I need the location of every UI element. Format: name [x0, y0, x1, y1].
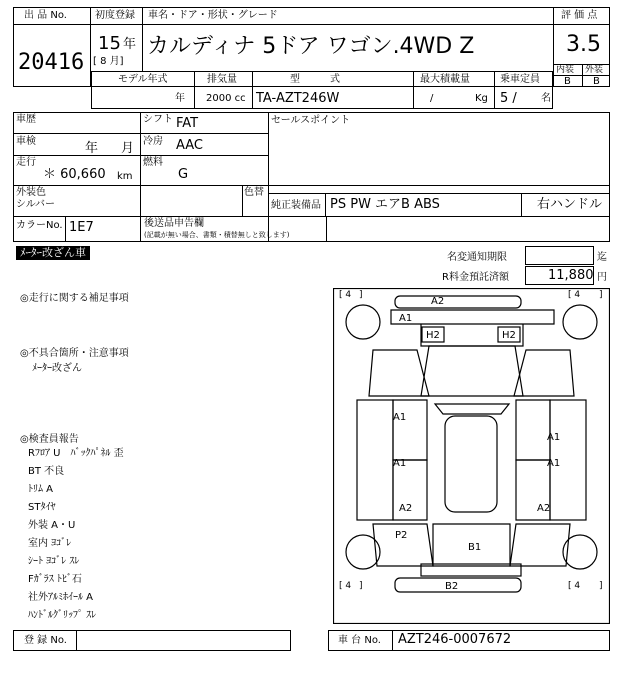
left-front-door: [393, 400, 427, 460]
score-value: 3.5: [566, 32, 601, 57]
windshield: [435, 404, 509, 414]
fuel-label: 燃料: [143, 157, 163, 168]
inspection-month: 月: [121, 141, 135, 156]
score-label: 評 価 点: [561, 10, 598, 21]
model-year-unit: 年: [175, 93, 185, 104]
ac-label: 冷房: [143, 136, 163, 147]
inspector-item: ｼｰﾄ ﾖｺﾞﾚ ｽﾚ: [28, 556, 80, 567]
reg-month: [ 8 月]: [93, 56, 124, 67]
name-change-unit: 迄: [597, 252, 607, 263]
max-load-label: 最大積載量: [420, 74, 470, 85]
fuel: G: [178, 167, 189, 182]
chassis-label: 車 台 No.: [338, 635, 381, 646]
inspection-label: 車検: [16, 136, 36, 147]
inspector-item: 室内 ﾖｺﾞﾚ: [28, 538, 72, 549]
car-damage-diagram: [333, 288, 610, 624]
first-reg-label: 初度登録: [95, 10, 135, 21]
exterior-grade: B: [593, 76, 600, 87]
driving-label: ◎走行に関する補足事項: [20, 293, 129, 304]
mark-right-quarter: A2: [537, 503, 551, 514]
front-bumper: [395, 296, 521, 308]
meter-tamper-tag: ﾒｰﾀｰ改ざん車: [16, 246, 90, 260]
tire-front-right: [563, 305, 597, 339]
shift: FAT: [176, 116, 199, 131]
aftermarket-label: 後送品申告欄: [144, 218, 204, 229]
recycle-unit: 円: [597, 272, 607, 283]
color-no-label: カラーNo.: [16, 220, 63, 231]
tire-tr-suffix: ]: [599, 290, 603, 300]
mileage-unit: km: [117, 171, 133, 182]
mark-left-quarter: A2: [399, 503, 413, 514]
lot-no: 20416: [18, 50, 85, 75]
ext-color-label: 外装色: [16, 187, 46, 198]
mileage-label: 走行: [16, 157, 36, 168]
mileage: ＊ 60,660: [43, 167, 106, 182]
recycle-amount: 11,880: [548, 268, 594, 283]
hood: [421, 346, 523, 396]
car-name: カルディナ 5ドア ワゴン.4WD Z: [147, 34, 475, 59]
tire-br: [ 4: [568, 581, 581, 591]
chassis-no: AZT246-0007672: [398, 632, 512, 647]
mark-right-front-door: A1: [547, 432, 561, 443]
mark-left-front-door: A1: [393, 412, 407, 423]
mark-left-rear: P2: [395, 530, 408, 541]
color-no: 1E7: [69, 220, 94, 235]
tire-tl: [ 4: [339, 290, 352, 300]
ac: AAC: [176, 138, 203, 153]
right-front-door: [516, 400, 550, 460]
max-load-slash: /: [430, 93, 434, 104]
lot-no-label: 出 品 No.: [24, 10, 67, 21]
mark-front-panel: A1: [399, 313, 413, 324]
aftermarket-note: (記載が無い場合、書類・積替無しと致します): [144, 231, 290, 239]
capacity-unit: 名: [541, 93, 551, 104]
tire-tl-suffix: ]: [359, 290, 363, 300]
defects: ﾒｰﾀｰ改ざん: [32, 363, 82, 374]
mark-top-bumper: A2: [431, 296, 445, 307]
displacement-label: 排気量: [207, 74, 237, 85]
interior-grade: B: [564, 76, 571, 87]
right-quarter: [510, 524, 570, 566]
inspector-item: ﾊﾝﾄﾞﾙｸﾞﾘｯﾌﾟ ｽﾚ: [28, 610, 97, 621]
tire-tr: [ 4: [568, 290, 581, 300]
inspector-label: ◎検査員報告: [20, 434, 79, 445]
selling-points-label: セールスポイント: [271, 115, 351, 126]
inspector-item: STﾀｲﾔ: [28, 502, 56, 513]
equipment: PS PW エアB ABS: [330, 197, 440, 212]
capacity-label: 乗車定員: [500, 74, 540, 85]
history-label: 車歴: [16, 114, 36, 125]
inspector-item: 外装 A・U: [28, 520, 76, 531]
inspector-item: Rﾌﾛｱ U ﾊﾞｯｸﾊﾟﾈﾙ 歪: [28, 448, 124, 459]
diagram-frame: [334, 289, 610, 624]
max-load-unit: Kg: [475, 93, 488, 104]
mark-headlight-left: H2: [426, 330, 440, 341]
model-type: TA-AZT246W: [256, 91, 340, 106]
color-change-label: 色替: [244, 187, 264, 198]
inspector-item: 社外ｱﾙﾐﾎｲｰﾙ A: [28, 592, 94, 603]
tire-bl-suffix: ]: [359, 581, 363, 591]
mark-back-door: B1: [468, 542, 482, 553]
displacement: 2000 cc: [206, 93, 246, 104]
name-change-box: [525, 246, 594, 265]
recycle-label: R料金預託済額: [442, 272, 509, 283]
model-name-label: 車名・ドア・形状・グレード: [148, 10, 278, 21]
tire-br-suffix: ]: [599, 581, 603, 591]
mark-left-rear-door: A1: [393, 458, 407, 469]
inspection-year: 年: [85, 141, 99, 156]
left-front-fender: [369, 350, 429, 396]
inspector-item: BT 不良: [28, 466, 65, 477]
mark-headlight-right: H2: [502, 330, 516, 341]
reg-year-unit: 年: [123, 37, 137, 52]
steering: 右ハンドル: [537, 197, 603, 212]
left-side-body: [357, 400, 393, 520]
model-year-label: モデル年式: [118, 74, 168, 85]
right-front-fender: [514, 350, 574, 396]
mark-rear-bumper: B2: [445, 581, 459, 592]
exterior-label: 外装: [585, 65, 604, 75]
type-label: 型 式: [290, 74, 340, 85]
interior-label: 内装: [556, 65, 575, 75]
inspector-item: Fｶﾞﾗｽ ﾄﾋﾞ石: [28, 574, 82, 585]
reg-year: 15: [98, 33, 121, 54]
name-change-label: 名変通知期限: [447, 252, 507, 263]
defects-label: ◎不具合箇所・注意事項: [20, 348, 129, 359]
tire-bl: [ 4: [339, 581, 352, 591]
ext-color: シルバー: [16, 199, 56, 210]
tire-front-left: [346, 305, 380, 339]
reg-no-label: 登 録 No.: [24, 635, 67, 646]
equipment-label: 純正装備品: [271, 200, 321, 211]
front-panel: [391, 310, 554, 324]
capacity: 5 /: [500, 91, 517, 106]
shift-label: シフト: [143, 114, 173, 125]
inspector-item: ﾄﾘﾑ A: [28, 484, 54, 495]
mark-right-rear-door: A1: [547, 458, 561, 469]
roof: [445, 416, 497, 512]
